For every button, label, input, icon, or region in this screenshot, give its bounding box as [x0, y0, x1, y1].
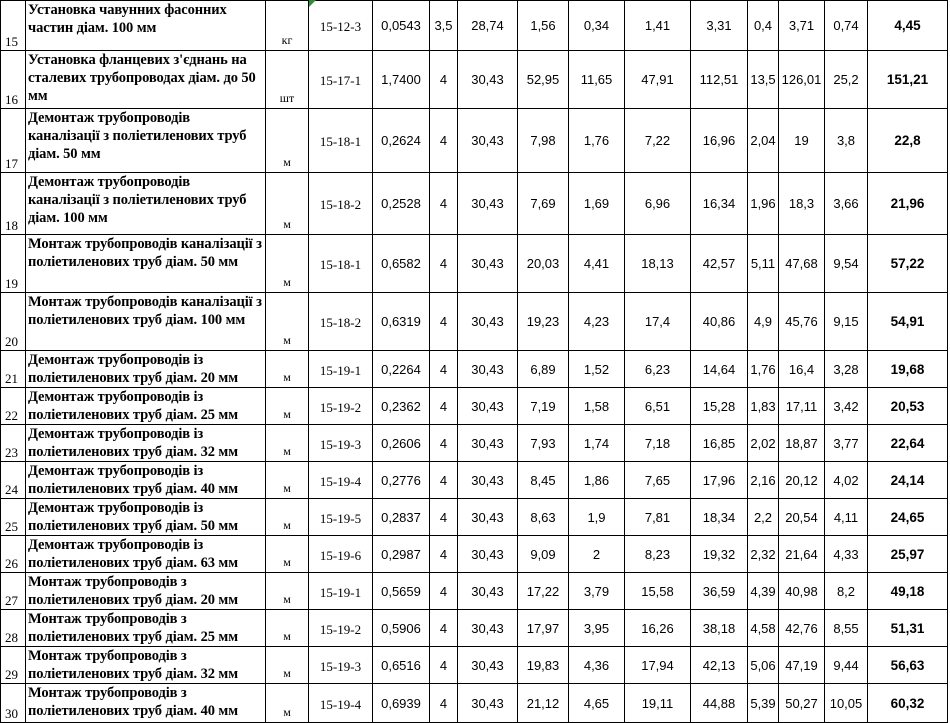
cost-d-cell[interactable]: 9,09: [518, 536, 569, 573]
total-cell[interactable]: 21,96: [868, 173, 948, 235]
table-row: [1, 573, 948, 610]
cost-h-cell[interactable]: 4,39: [748, 573, 779, 610]
total-cell[interactable]: 22,8: [868, 109, 948, 173]
quantity-cell[interactable]: 0,6319: [373, 293, 430, 351]
cost-d-cell[interactable]: 6,89: [518, 351, 569, 388]
rate-code-cell[interactable]: 15-19-2: [309, 610, 373, 647]
quantity-cell[interactable]: 0,2776: [373, 462, 430, 499]
cost-f-cell[interactable]: 19,11: [625, 684, 691, 723]
coefficient-cell[interactable]: 4: [430, 293, 458, 351]
cost-h-cell[interactable]: 4,9: [748, 293, 779, 351]
unit-cell[interactable]: м: [266, 425, 309, 462]
cost-j-cell[interactable]: 3,8: [825, 109, 868, 173]
cost-d-cell[interactable]: 19,83: [518, 647, 569, 684]
rate-cell[interactable]: 30,43: [458, 499, 518, 536]
cost-f-cell[interactable]: 47,91: [625, 51, 691, 109]
subtotal-cell[interactable]: 17,96: [691, 462, 748, 499]
quantity-cell[interactable]: 0,2264: [373, 351, 430, 388]
cost-j-cell[interactable]: 3,77: [825, 425, 868, 462]
coefficient-cell[interactable]: 4: [430, 388, 458, 425]
coefficient-cell[interactable]: 4: [430, 109, 458, 173]
rate-cell[interactable]: 30,43: [458, 235, 518, 293]
subtotal-cell[interactable]: 42,57: [691, 235, 748, 293]
cost-d-cell[interactable]: 1,56: [518, 1, 569, 51]
rate-cell[interactable]: 30,43: [458, 536, 518, 573]
subtotal-cell[interactable]: 40,86: [691, 293, 748, 351]
quantity-cell[interactable]: 0,2624: [373, 109, 430, 173]
rate-code-cell[interactable]: 15-19-2: [309, 388, 373, 425]
cost-j-cell[interactable]: 25,2: [825, 51, 868, 109]
cost-j-cell[interactable]: 3,28: [825, 351, 868, 388]
cost-f-cell[interactable]: 16,26: [625, 610, 691, 647]
table-row: [1, 293, 948, 351]
cost-f-cell[interactable]: 7,22: [625, 109, 691, 173]
unit-cell[interactable]: м: [266, 647, 309, 684]
table-row: [1, 109, 948, 173]
rate-code-cell[interactable]: 15-19-1: [309, 573, 373, 610]
subtotal-cell[interactable]: 16,34: [691, 173, 748, 235]
cost-e-cell[interactable]: 2: [569, 536, 625, 573]
rate-code-cell[interactable]: 15-18-2: [309, 173, 373, 235]
cost-d-cell[interactable]: 52,95: [518, 51, 569, 109]
cost-f-cell[interactable]: 7,81: [625, 499, 691, 536]
cost-f-cell[interactable]: 15,58: [625, 573, 691, 610]
row-index-cell[interactable]: 24: [1, 462, 26, 499]
cost-h-cell[interactable]: 1,76: [748, 351, 779, 388]
rate-code-cell[interactable]: 15-12-3: [309, 1, 373, 51]
work-name-cell[interactable]: Демонтаж трубопроводів каналізації з поліетиленових труб діам. 100 мм: [26, 173, 266, 235]
table-row: [1, 51, 948, 109]
rate-cell[interactable]: 30,43: [458, 462, 518, 499]
cost-d-cell[interactable]: 17,97: [518, 610, 569, 647]
rate-cell[interactable]: 30,43: [458, 388, 518, 425]
cost-d-cell[interactable]: 17,22: [518, 573, 569, 610]
total-cell[interactable]: 19,68: [868, 351, 948, 388]
rate-code-cell[interactable]: 15-19-3: [309, 425, 373, 462]
row-index-cell[interactable]: 19: [1, 235, 26, 293]
rate-cell[interactable]: 30,43: [458, 684, 518, 723]
table-row: [1, 499, 948, 536]
cost-i-cell[interactable]: 47,19: [779, 647, 825, 684]
cost-f-cell[interactable]: 1,41: [625, 1, 691, 51]
cost-e-cell[interactable]: 1,74: [569, 425, 625, 462]
cost-j-cell[interactable]: 9,15: [825, 293, 868, 351]
cost-i-cell[interactable]: 45,76: [779, 293, 825, 351]
row-index-cell[interactable]: 16: [1, 51, 26, 109]
table-row: [1, 425, 948, 462]
rate-code-cell[interactable]: 15-17-1: [309, 51, 373, 109]
cost-i-cell[interactable]: 21,64: [779, 536, 825, 573]
total-cell[interactable]: 22,64: [868, 425, 948, 462]
unit-cell[interactable]: кг: [266, 1, 309, 51]
cost-f-cell[interactable]: 7,65: [625, 462, 691, 499]
rate-cell[interactable]: 30,43: [458, 51, 518, 109]
row-index-cell[interactable]: 15: [1, 1, 26, 51]
cost-h-cell[interactable]: 1,96: [748, 173, 779, 235]
cost-j-cell[interactable]: 4,02: [825, 462, 868, 499]
cost-e-cell[interactable]: 1,76: [569, 109, 625, 173]
cost-j-cell[interactable]: 9,54: [825, 235, 868, 293]
cost-e-cell[interactable]: 1,69: [569, 173, 625, 235]
coefficient-cell[interactable]: 4: [430, 351, 458, 388]
cost-j-cell[interactable]: 3,42: [825, 388, 868, 425]
quantity-cell[interactable]: 0,2837: [373, 499, 430, 536]
quantity-cell[interactable]: 0,5906: [373, 610, 430, 647]
cost-d-cell[interactable]: 7,98: [518, 109, 569, 173]
cost-j-cell[interactable]: 8,2: [825, 573, 868, 610]
row-index-cell[interactable]: 17: [1, 109, 26, 173]
cost-e-cell[interactable]: 4,41: [569, 235, 625, 293]
cost-i-cell[interactable]: 47,68: [779, 235, 825, 293]
cost-e-cell[interactable]: 4,65: [569, 684, 625, 723]
rate-cell[interactable]: 28,74: [458, 1, 518, 51]
total-cell[interactable]: 49,18: [868, 573, 948, 610]
subtotal-cell[interactable]: 3,31: [691, 1, 748, 51]
cost-h-cell[interactable]: 2,2: [748, 499, 779, 536]
cost-h-cell[interactable]: 5,06: [748, 647, 779, 684]
row-index-cell[interactable]: 18: [1, 173, 26, 235]
cost-h-cell[interactable]: 5,11: [748, 235, 779, 293]
cost-h-cell[interactable]: 13,5: [748, 51, 779, 109]
coefficient-cell[interactable]: 4: [430, 610, 458, 647]
total-cell[interactable]: 25,97: [868, 536, 948, 573]
row-index-cell[interactable]: 26: [1, 536, 26, 573]
unit-cell[interactable]: м: [266, 536, 309, 573]
cost-h-cell[interactable]: 0,4: [748, 1, 779, 51]
rate-code-cell[interactable]: 15-18-1: [309, 109, 373, 173]
work-name-cell[interactable]: Установка чавунних фасонних частин діам. 100 мм: [26, 1, 266, 51]
unit-cell[interactable]: м: [266, 351, 309, 388]
rate-cell[interactable]: 30,43: [458, 425, 518, 462]
subtotal-cell[interactable]: 14,64: [691, 351, 748, 388]
cost-h-cell[interactable]: 2,32: [748, 536, 779, 573]
row-index-cell[interactable]: 29: [1, 647, 26, 684]
work-name-cell[interactable]: Монтаж трубопроводів з поліетиленових труб діам. 25 мм: [26, 610, 266, 647]
work-name-cell[interactable]: Демонтаж трубопроводів із поліетиленових труб діам. 20 мм: [26, 351, 266, 388]
cost-f-cell[interactable]: 8,23: [625, 536, 691, 573]
cost-j-cell[interactable]: 4,33: [825, 536, 868, 573]
cost-f-cell[interactable]: 6,51: [625, 388, 691, 425]
table-row: [1, 351, 948, 388]
cost-e-cell[interactable]: 1,58: [569, 388, 625, 425]
rate-code-cell[interactable]: 15-19-4: [309, 684, 373, 723]
quantity-cell[interactable]: 0,2606: [373, 425, 430, 462]
work-name-cell[interactable]: Демонтаж трубопроводів із поліетиленових труб діам. 25 мм: [26, 388, 266, 425]
rate-code-cell[interactable]: 15-19-4: [309, 462, 373, 499]
coefficient-cell[interactable]: 4: [430, 51, 458, 109]
unit-cell[interactable]: м: [266, 388, 309, 425]
rate-code-cell[interactable]: 15-19-5: [309, 499, 373, 536]
coefficient-cell[interactable]: 4: [430, 684, 458, 723]
unit-cell[interactable]: м: [266, 235, 309, 293]
unit-cell[interactable]: м: [266, 293, 309, 351]
cost-d-cell[interactable]: 20,03: [518, 235, 569, 293]
cost-h-cell[interactable]: 4,58: [748, 610, 779, 647]
subtotal-cell[interactable]: 19,32: [691, 536, 748, 573]
work-name-cell[interactable]: Демонтаж трубопроводів із поліетиленових труб діам. 40 мм: [26, 462, 266, 499]
cost-i-cell[interactable]: 20,12: [779, 462, 825, 499]
rate-cell[interactable]: 30,43: [458, 573, 518, 610]
work-name-cell[interactable]: Монтаж трубопроводів з поліетиленових труб діам. 32 мм: [26, 647, 266, 684]
cost-e-cell[interactable]: 1,86: [569, 462, 625, 499]
total-cell[interactable]: 20,53: [868, 388, 948, 425]
total-cell[interactable]: 60,32: [868, 684, 948, 723]
rate-code-cell[interactable]: 15-18-1: [309, 235, 373, 293]
total-cell[interactable]: 56,63: [868, 647, 948, 684]
rate-code-cell[interactable]: 15-19-6: [309, 536, 373, 573]
work-name-cell[interactable]: Монтаж трубопроводів каналізації з поліетиленових труб діам. 50 мм: [26, 235, 266, 293]
row-index-cell[interactable]: 30: [1, 684, 26, 723]
quantity-cell[interactable]: 0,2987: [373, 536, 430, 573]
coefficient-cell[interactable]: 4: [430, 235, 458, 293]
work-name-cell[interactable]: Демонтаж трубопроводів із поліетиленових труб діам. 50 мм: [26, 499, 266, 536]
cost-d-cell[interactable]: 21,12: [518, 684, 569, 723]
rate-code-cell[interactable]: 15-18-2: [309, 293, 373, 351]
rate-cell[interactable]: 30,43: [458, 109, 518, 173]
unit-cell[interactable]: м: [266, 173, 309, 235]
cost-f-cell[interactable]: 7,18: [625, 425, 691, 462]
unit-cell[interactable]: м: [266, 573, 309, 610]
unit-cell[interactable]: м: [266, 109, 309, 173]
total-cell[interactable]: 24,14: [868, 462, 948, 499]
row-index-cell[interactable]: 22: [1, 388, 26, 425]
table-row: [1, 610, 948, 647]
work-name-cell[interactable]: Монтаж трубопроводів з поліетиленових труб діам. 40 мм: [26, 684, 266, 723]
table-row: [1, 1, 948, 51]
quantity-cell[interactable]: 0,6939: [373, 684, 430, 723]
cost-d-cell[interactable]: 7,93: [518, 425, 569, 462]
cost-i-cell[interactable]: 16,4: [779, 351, 825, 388]
subtotal-cell[interactable]: 38,18: [691, 610, 748, 647]
cost-i-cell[interactable]: 18,3: [779, 173, 825, 235]
quantity-cell[interactable]: 0,6582: [373, 235, 430, 293]
cost-i-cell[interactable]: 19: [779, 109, 825, 173]
table-row: [1, 388, 948, 425]
unit-cell[interactable]: м: [266, 684, 309, 723]
cost-e-cell[interactable]: 1,9: [569, 499, 625, 536]
coefficient-cell[interactable]: 4: [430, 499, 458, 536]
rate-code-cell[interactable]: 15-19-3: [309, 647, 373, 684]
coefficient-cell[interactable]: 4: [430, 647, 458, 684]
coefficient-cell[interactable]: 4: [430, 173, 458, 235]
rate-cell[interactable]: 30,43: [458, 647, 518, 684]
rate-cell[interactable]: 30,43: [458, 351, 518, 388]
rate-cell[interactable]: 30,43: [458, 610, 518, 647]
cost-e-cell[interactable]: 4,23: [569, 293, 625, 351]
quantity-cell[interactable]: 0,0543: [373, 1, 430, 51]
subtotal-cell[interactable]: 18,34: [691, 499, 748, 536]
cost-j-cell[interactable]: 8,55: [825, 610, 868, 647]
cost-f-cell[interactable]: 17,94: [625, 647, 691, 684]
cost-i-cell[interactable]: 126,01: [779, 51, 825, 109]
cost-i-cell[interactable]: 20,54: [779, 499, 825, 536]
cost-d-cell[interactable]: 8,63: [518, 499, 569, 536]
cost-e-cell[interactable]: 11,65: [569, 51, 625, 109]
row-index-cell[interactable]: 28: [1, 610, 26, 647]
table-row: [1, 536, 948, 573]
work-name-cell[interactable]: Установка фланцевих з'єднань на сталевих трубопроводах діам. до 50 мм: [26, 51, 266, 109]
cost-f-cell[interactable]: 17,4: [625, 293, 691, 351]
quantity-cell[interactable]: 0,2362: [373, 388, 430, 425]
quantity-cell[interactable]: 1,7400: [373, 51, 430, 109]
row-index-cell[interactable]: 21: [1, 351, 26, 388]
table-row: [1, 235, 948, 293]
total-cell[interactable]: 57,22: [868, 235, 948, 293]
table-row: [1, 647, 948, 684]
row-index-cell[interactable]: 23: [1, 425, 26, 462]
subtotal-cell[interactable]: 16,96: [691, 109, 748, 173]
unit-cell[interactable]: м: [266, 499, 309, 536]
subtotal-cell[interactable]: 44,88: [691, 684, 748, 723]
cost-j-cell[interactable]: 0,74: [825, 1, 868, 51]
cost-h-cell[interactable]: 5,39: [748, 684, 779, 723]
total-cell[interactable]: 54,91: [868, 293, 948, 351]
coefficient-cell[interactable]: 3,5: [430, 1, 458, 51]
table-row: [1, 173, 948, 235]
table-row: [1, 462, 948, 499]
cost-i-cell[interactable]: 18,87: [779, 425, 825, 462]
cost-d-cell[interactable]: 7,19: [518, 388, 569, 425]
subtotal-cell[interactable]: 42,13: [691, 647, 748, 684]
cost-e-cell[interactable]: 3,79: [569, 573, 625, 610]
total-cell[interactable]: 24,65: [868, 499, 948, 536]
cost-h-cell[interactable]: 1,83: [748, 388, 779, 425]
unit-cell[interactable]: м: [266, 462, 309, 499]
cost-i-cell[interactable]: 3,71: [779, 1, 825, 51]
total-cell[interactable]: 4,45: [868, 1, 948, 51]
cost-e-cell[interactable]: 0,34: [569, 1, 625, 51]
cost-j-cell[interactable]: 4,11: [825, 499, 868, 536]
subtotal-cell[interactable]: 15,28: [691, 388, 748, 425]
cost-e-cell[interactable]: 3,95: [569, 610, 625, 647]
work-name-cell[interactable]: Монтаж трубопроводів з поліетиленових труб діам. 20 мм: [26, 573, 266, 610]
cost-d-cell[interactable]: 7,69: [518, 173, 569, 235]
total-cell[interactable]: 51,31: [868, 610, 948, 647]
coefficient-cell[interactable]: 4: [430, 462, 458, 499]
cost-d-cell[interactable]: 8,45: [518, 462, 569, 499]
work-name-cell[interactable]: Демонтаж трубопроводів каналізації з поліетиленових труб діам. 50 мм: [26, 109, 266, 173]
cost-i-cell[interactable]: 50,27: [779, 684, 825, 723]
row-index-cell[interactable]: 27: [1, 573, 26, 610]
cost-f-cell[interactable]: 6,23: [625, 351, 691, 388]
cost-h-cell[interactable]: 2,04: [748, 109, 779, 173]
cost-h-cell[interactable]: 2,16: [748, 462, 779, 499]
cost-h-cell[interactable]: 2,02: [748, 425, 779, 462]
rate-cell[interactable]: 30,43: [458, 293, 518, 351]
quantity-cell[interactable]: 0,2528: [373, 173, 430, 235]
cost-e-cell[interactable]: 1,52: [569, 351, 625, 388]
coefficient-cell[interactable]: 4: [430, 425, 458, 462]
cost-d-cell[interactable]: 19,23: [518, 293, 569, 351]
rate-cell[interactable]: 30,43: [458, 173, 518, 235]
rate-code-cell[interactable]: 15-19-1: [309, 351, 373, 388]
work-name-cell[interactable]: Демонтаж трубопроводів із поліетиленових труб діам. 63 мм: [26, 536, 266, 573]
cost-i-cell[interactable]: 40,98: [779, 573, 825, 610]
quantity-cell[interactable]: 0,6516: [373, 647, 430, 684]
unit-cell[interactable]: шт: [266, 51, 309, 109]
total-cell[interactable]: 151,21: [868, 51, 948, 109]
cost-i-cell[interactable]: 42,76: [779, 610, 825, 647]
unit-cell[interactable]: м: [266, 610, 309, 647]
row-index-cell[interactable]: 20: [1, 293, 26, 351]
cost-i-cell[interactable]: 17,11: [779, 388, 825, 425]
coefficient-cell[interactable]: 4: [430, 536, 458, 573]
table-row: [1, 684, 948, 723]
subtotal-cell[interactable]: 112,51: [691, 51, 748, 109]
cost-j-cell[interactable]: 10,05: [825, 684, 868, 723]
cell-comment-marker: [309, 0, 316, 7]
cost-f-cell[interactable]: 18,13: [625, 235, 691, 293]
quantity-cell[interactable]: 0,5659: [373, 573, 430, 610]
cost-j-cell[interactable]: 9,44: [825, 647, 868, 684]
cost-f-cell[interactable]: 6,96: [625, 173, 691, 235]
subtotal-cell[interactable]: 36,59: [691, 573, 748, 610]
work-name-cell[interactable]: Монтаж трубопроводів каналізації з поліетиленових труб діам. 100 мм: [26, 293, 266, 351]
work-name-cell[interactable]: Демонтаж трубопроводів із поліетиленових труб діам. 32 мм: [26, 425, 266, 462]
row-index-cell[interactable]: 25: [1, 499, 26, 536]
subtotal-cell[interactable]: 16,85: [691, 425, 748, 462]
cost-e-cell[interactable]: 4,36: [569, 647, 625, 684]
cost-j-cell[interactable]: 3,66: [825, 173, 868, 235]
coefficient-cell[interactable]: 4: [430, 573, 458, 610]
